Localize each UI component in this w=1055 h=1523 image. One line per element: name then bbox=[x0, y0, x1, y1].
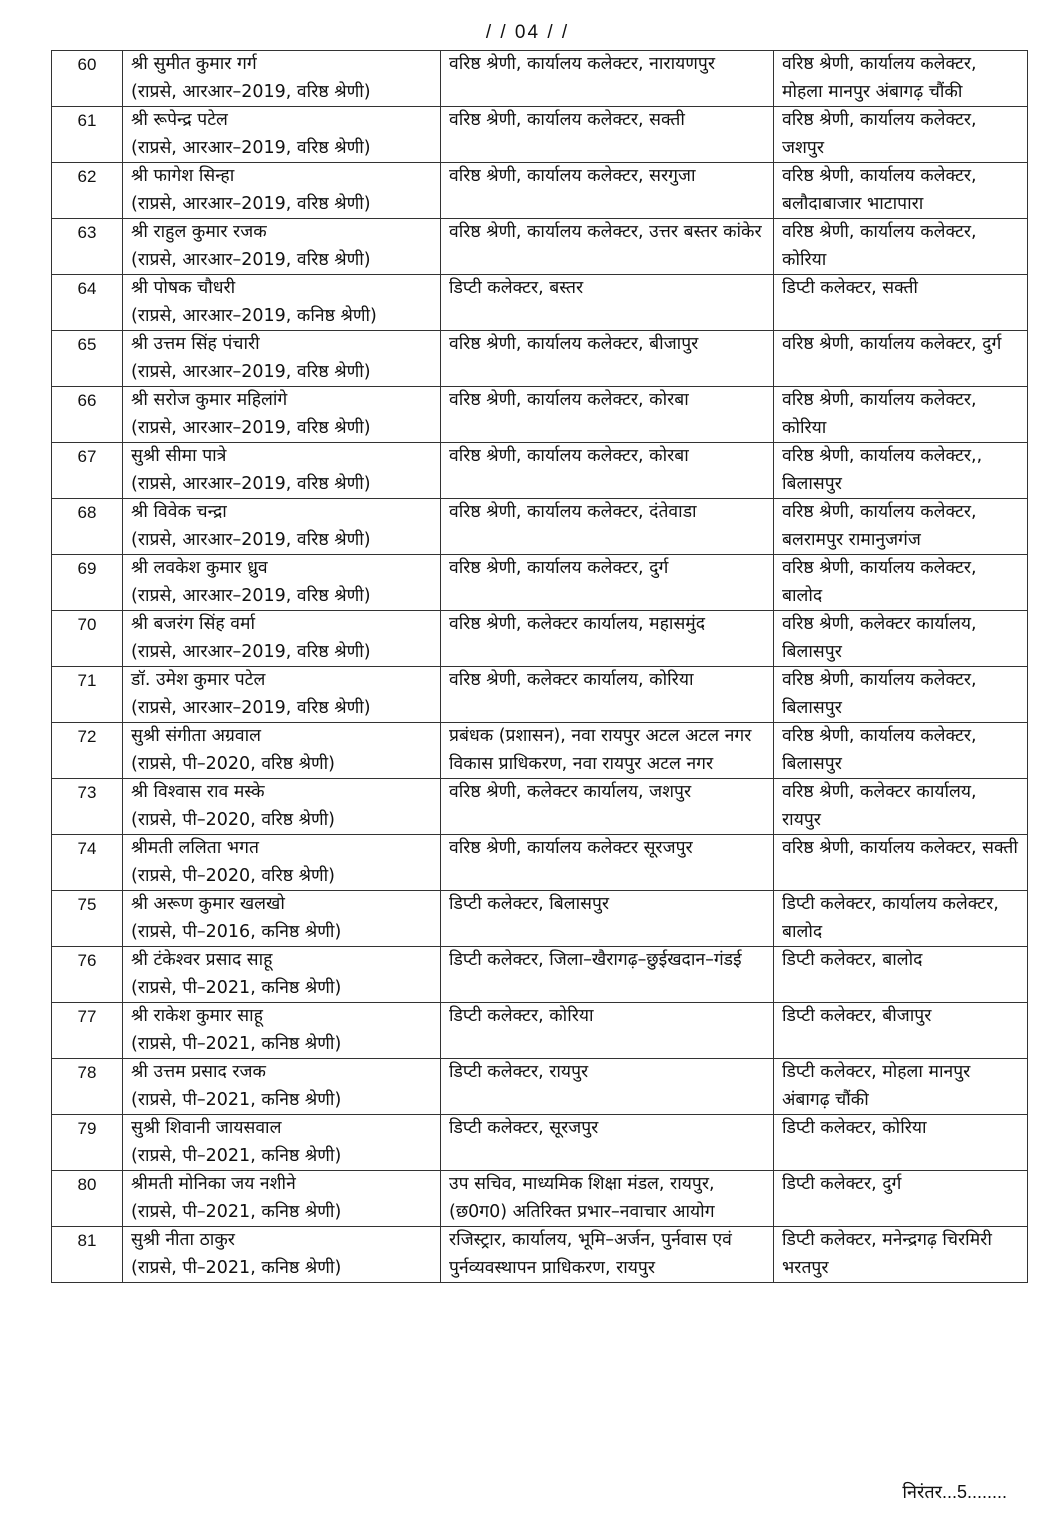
officer-cell bbox=[123, 835, 441, 891]
officer-name: श्री अरूण कुमार खलखो bbox=[131, 894, 285, 914]
table-row bbox=[52, 611, 1028, 667]
officer-service-details: (राप्रसे, आरआर–2019, वरिष्ठ श्रेणी) bbox=[131, 641, 371, 662]
table-row bbox=[52, 1227, 1028, 1283]
current-posting-cell: वरिष्ठ श्रेणी, कलेक्टर कार्यालय, महासमुंद bbox=[441, 611, 774, 667]
transfer-table bbox=[51, 50, 1028, 1283]
current-posting-cell: डिप्टी कलेक्टर, जिला–खैरागढ़–छुईखदान–गंडई bbox=[441, 947, 774, 1003]
officer-cell bbox=[123, 555, 441, 611]
officer-service-details: (राप्रसे, आरआर–2019, कनिष्ठ श्रेणी) bbox=[131, 305, 377, 326]
table-row bbox=[52, 835, 1028, 891]
serial-number-cell: 64 bbox=[52, 275, 123, 331]
serial-number-cell: 62 bbox=[52, 163, 123, 219]
officer-service-details: (राप्रसे, पी–2020, वरिष्ठ श्रेणी) bbox=[131, 809, 336, 830]
officer-cell bbox=[123, 1003, 441, 1059]
officer-service-details: (राप्रसे, आरआर–2019, वरिष्ठ श्रेणी) bbox=[131, 249, 371, 270]
table-row bbox=[52, 107, 1028, 163]
officer-cell bbox=[123, 1115, 441, 1171]
officer-cell bbox=[123, 51, 441, 107]
new-posting-cell: वरिष्ठ श्रेणी, कार्यालय कलेक्टर, मोहला मानपुर अंबागढ़ चौंकी bbox=[774, 51, 1028, 107]
officer-name: श्री पोषक चौधरी bbox=[131, 278, 236, 298]
officer-cell bbox=[123, 331, 441, 387]
officer-cell bbox=[123, 219, 441, 275]
serial-number-cell: 75 bbox=[52, 891, 123, 947]
current-posting-cell: वरिष्ठ श्रेणी, कार्यालय कलेक्टर, कोरबा bbox=[441, 443, 774, 499]
current-posting-cell: वरिष्ठ श्रेणी, कार्यालय कलेक्टर सूरजपुर bbox=[441, 835, 774, 891]
current-posting-cell: वरिष्ठ श्रेणी, कार्यालय कलेक्टर, बीजापुर bbox=[441, 331, 774, 387]
current-posting-cell: वरिष्ठ श्रेणी, कार्यालय कलेक्टर, दुर्ग bbox=[441, 555, 774, 611]
table-row bbox=[52, 723, 1028, 779]
new-posting-cell: वरिष्ठ श्रेणी, कार्यालय कलेक्टर, बिलासपुर bbox=[774, 667, 1028, 723]
serial-number-cell: 81 bbox=[52, 1227, 123, 1283]
serial-number-cell: 77 bbox=[52, 1003, 123, 1059]
officer-service-details: (राप्रसे, आरआर–2019, वरिष्ठ श्रेणी) bbox=[131, 585, 371, 606]
officer-cell bbox=[123, 723, 441, 779]
current-posting-cell: डिप्टी कलेक्टर, कोरिया bbox=[441, 1003, 774, 1059]
officer-service-details: (राप्रसे, पी–2021, कनिष्ठ श्रेणी) bbox=[131, 1257, 342, 1278]
officer-cell bbox=[123, 163, 441, 219]
serial-number-cell: 65 bbox=[52, 331, 123, 387]
serial-number-cell: 66 bbox=[52, 387, 123, 443]
current-posting-cell: रजिस्ट्रार, कार्यालय, भूमि–अर्जन, पुर्नवास एवं पुर्नव्यवस्थापन प्राधिकरण, रायपुर bbox=[441, 1227, 774, 1283]
officer-service-details: (राप्रसे, आरआर–2019, वरिष्ठ श्रेणी) bbox=[131, 417, 371, 438]
officer-name: श्री राकेश कुमार साहू bbox=[131, 1006, 263, 1026]
officer-name: श्री रूपेन्द्र पटेल bbox=[131, 110, 228, 130]
officer-name: श्री सुमीत कुमार गर्ग bbox=[131, 54, 257, 74]
new-posting-cell: वरिष्ठ श्रेणी, कार्यालय कलेक्टर, दुर्ग bbox=[774, 331, 1028, 387]
new-posting-cell: वरिष्ठ श्रेणी, कार्यालय कलेक्टर, बिलासपुर bbox=[774, 723, 1028, 779]
table-row bbox=[52, 275, 1028, 331]
continued-note: निरंतर...5........ bbox=[902, 1482, 1007, 1502]
current-posting-cell: डिप्टी कलेक्टर, बिलासपुर bbox=[441, 891, 774, 947]
officer-service-details: (राप्रसे, आरआर–2019, वरिष्ठ श्रेणी) bbox=[131, 529, 371, 550]
serial-number-cell: 80 bbox=[52, 1171, 123, 1227]
new-posting-cell: डिप्टी कलेक्टर, दुर्ग bbox=[774, 1171, 1028, 1227]
officer-cell bbox=[123, 387, 441, 443]
officer-cell bbox=[123, 499, 441, 555]
new-posting-cell: वरिष्ठ श्रेणी, कार्यालय कलेक्टर, कोरिया bbox=[774, 387, 1028, 443]
serial-number-cell: 74 bbox=[52, 835, 123, 891]
new-posting-cell: डिप्टी कलेक्टर, सक्ती bbox=[774, 275, 1028, 331]
officer-cell bbox=[123, 443, 441, 499]
new-posting-cell: वरिष्ठ श्रेणी, कलेक्टर कार्यालय, रायपुर bbox=[774, 779, 1028, 835]
table-row bbox=[52, 891, 1028, 947]
new-posting-cell: वरिष्ठ श्रेणी, कार्यालय कलेक्टर, जशपुर bbox=[774, 107, 1028, 163]
serial-number-cell: 68 bbox=[52, 499, 123, 555]
new-posting-cell: वरिष्ठ श्रेणी, कार्यालय कलेक्टर,, बिलासपुर bbox=[774, 443, 1028, 499]
serial-number-cell: 70 bbox=[52, 611, 123, 667]
current-posting-cell: वरिष्ठ श्रेणी, कार्यालय कलेक्टर, सरगुजा bbox=[441, 163, 774, 219]
current-posting-cell: वरिष्ठ श्रेणी, कार्यालय कलेक्टर, नारायणपुर bbox=[441, 51, 774, 107]
officer-cell bbox=[123, 611, 441, 667]
officer-cell bbox=[123, 1227, 441, 1283]
new-posting-cell: डिप्टी कलेक्टर, कार्यालय कलेक्टर, बालोद bbox=[774, 891, 1028, 947]
officer-cell bbox=[123, 891, 441, 947]
current-posting-cell: डिप्टी कलेक्टर, रायपुर bbox=[441, 1059, 774, 1115]
table-row bbox=[52, 1115, 1028, 1171]
new-posting-cell: वरिष्ठ श्रेणी, कार्यालय कलेक्टर, सक्ती bbox=[774, 835, 1028, 891]
table-row bbox=[52, 51, 1028, 107]
table-row bbox=[52, 1171, 1028, 1227]
officer-service-details: (राप्रसे, पी–2021, कनिष्ठ श्रेणी) bbox=[131, 1089, 342, 1110]
serial-number-cell: 72 bbox=[52, 723, 123, 779]
officer-cell bbox=[123, 1171, 441, 1227]
current-posting-cell: वरिष्ठ श्रेणी, कलेक्टर कार्यालय, जशपुर bbox=[441, 779, 774, 835]
table-row bbox=[52, 499, 1028, 555]
table-row bbox=[52, 163, 1028, 219]
officer-name: श्री राहुल कुमार रजक bbox=[131, 222, 267, 242]
table-row bbox=[52, 1003, 1028, 1059]
officer-service-details: (राप्रसे, आरआर–2019, वरिष्ठ श्रेणी) bbox=[131, 137, 371, 158]
officer-service-details: (राप्रसे, पी–2020, वरिष्ठ श्रेणी) bbox=[131, 865, 336, 886]
officer-name: श्री बजरंग सिंह वर्मा bbox=[131, 614, 255, 634]
table-row bbox=[52, 947, 1028, 1003]
officer-name: सुश्री संगीता अग्रवाल bbox=[131, 726, 261, 746]
officer-service-details: (राप्रसे, आरआर–2019, वरिष्ठ श्रेणी) bbox=[131, 361, 371, 382]
table-row bbox=[52, 667, 1028, 723]
current-posting-cell: उप सचिव, माध्यमिक शिक्षा मंडल, रायपुर, (छ0ग0) अतिरिक्त प्रभार–नवाचार आयोग bbox=[441, 1171, 774, 1227]
table-row bbox=[52, 779, 1028, 835]
officer-cell bbox=[123, 275, 441, 331]
officer-name: सुश्री शिवानी जायसवाल bbox=[131, 1118, 282, 1138]
table-row bbox=[52, 1059, 1028, 1115]
officer-name: श्री उत्तम प्रसाद रजक bbox=[131, 1062, 266, 1082]
officer-name: डॉ. उमेश कुमार पटेल bbox=[131, 670, 266, 690]
table-row bbox=[52, 443, 1028, 499]
officer-service-details: (राप्रसे, पी–2020, वरिष्ठ श्रेणी) bbox=[131, 753, 336, 774]
officer-name: सुश्री नीता ठाकुर bbox=[131, 1230, 235, 1250]
new-posting-cell: वरिष्ठ श्रेणी, कार्यालय कलेक्टर, बलौदाबाजार भाटापारा bbox=[774, 163, 1028, 219]
new-posting-cell: वरिष्ठ श्रेणी, कार्यालय कलेक्टर, बलरामपुर रामानुजगंज bbox=[774, 499, 1028, 555]
serial-number-cell: 63 bbox=[52, 219, 123, 275]
current-posting-cell: डिप्टी कलेक्टर, सूरजपुर bbox=[441, 1115, 774, 1171]
officer-service-details: (राप्रसे, आरआर–2019, वरिष्ठ श्रेणी) bbox=[131, 81, 371, 102]
officer-name: श्री उत्तम सिंह पंचारी bbox=[131, 334, 260, 354]
serial-number-cell: 79 bbox=[52, 1115, 123, 1171]
officer-cell bbox=[123, 1059, 441, 1115]
officer-name: श्री टंकेश्वर प्रसाद साहू bbox=[131, 950, 273, 970]
officer-service-details: (राप्रसे, आरआर–2019, वरिष्ठ श्रेणी) bbox=[131, 473, 371, 494]
officer-service-details: (राप्रसे, पी–2016, कनिष्ठ श्रेणी) bbox=[131, 921, 342, 942]
serial-number-cell: 69 bbox=[52, 555, 123, 611]
current-posting-cell: वरिष्ठ श्रेणी, कार्यालय कलेक्टर, कोरबा bbox=[441, 387, 774, 443]
serial-number-cell: 78 bbox=[52, 1059, 123, 1115]
officer-service-details: (राप्रसे, पी–2021, कनिष्ठ श्रेणी) bbox=[131, 977, 342, 998]
current-posting-cell: वरिष्ठ श्रेणी, कार्यालय कलेक्टर, सक्ती bbox=[441, 107, 774, 163]
officer-service-details: (राप्रसे, पी–2021, कनिष्ठ श्रेणी) bbox=[131, 1033, 342, 1054]
officer-cell bbox=[123, 779, 441, 835]
current-posting-cell: वरिष्ठ श्रेणी, कलेक्टर कार्यालय, कोरिया bbox=[441, 667, 774, 723]
new-posting-cell: वरिष्ठ श्रेणी, कलेक्टर कार्यालय, बिलासपुर bbox=[774, 611, 1028, 667]
table-row bbox=[52, 219, 1028, 275]
serial-number-cell: 71 bbox=[52, 667, 123, 723]
officer-name: श्रीमती मोनिका जय नशीने bbox=[131, 1174, 296, 1194]
current-posting-cell: वरिष्ठ श्रेणी, कार्यालय कलेक्टर, उत्तर बस्तर कांकेर bbox=[441, 219, 774, 275]
new-posting-cell: डिप्टी कलेक्टर, मोहला मानपुर अंबागढ़ चौंकी bbox=[774, 1059, 1028, 1115]
table-row bbox=[52, 555, 1028, 611]
current-posting-cell: वरिष्ठ श्रेणी, कार्यालय कलेक्टर, दंतेवाडा bbox=[441, 499, 774, 555]
officer-cell bbox=[123, 667, 441, 723]
officer-name: श्री विश्वास राव मस्के bbox=[131, 782, 265, 802]
officer-service-details: (राप्रसे, आरआर–2019, वरिष्ठ श्रेणी) bbox=[131, 193, 371, 214]
new-posting-cell: डिप्टी कलेक्टर, बालोद bbox=[774, 947, 1028, 1003]
page-number: / / 04 / / bbox=[485, 22, 570, 43]
new-posting-cell: डिप्टी कलेक्टर, मनेन्द्रगढ़ चिरमिरी भरतपुर bbox=[774, 1227, 1028, 1283]
officer-name: श्री सरोज कुमार महिलांगे bbox=[131, 390, 288, 410]
officer-name: श्रीमती ललिता भगत bbox=[131, 838, 259, 858]
current-posting-cell: डिप्टी कलेक्टर, बस्तर bbox=[441, 275, 774, 331]
serial-number-cell: 60 bbox=[52, 51, 123, 107]
officer-name: श्री फागेश सिन्हा bbox=[131, 166, 235, 186]
current-posting-cell: प्रबंधक (प्रशासन), नवा रायपुर अटल अटल नगर विकास प्राधिकरण, नवा रायपुर अटल नगर bbox=[441, 723, 774, 779]
officer-name: श्री विवेक चन्द्रा bbox=[131, 502, 227, 522]
officer-cell bbox=[123, 947, 441, 1003]
officer-service-details: (राप्रसे, पी–2021, कनिष्ठ श्रेणी) bbox=[131, 1201, 342, 1222]
table-row bbox=[52, 387, 1028, 443]
officer-name: सुश्री सीमा पात्रे bbox=[131, 446, 227, 466]
officer-name: श्री लवकेश कुमार ध्रुव bbox=[131, 558, 268, 578]
serial-number-cell: 67 bbox=[52, 443, 123, 499]
new-posting-cell: डिप्टी कलेक्टर, बीजापुर bbox=[774, 1003, 1028, 1059]
officer-cell bbox=[123, 107, 441, 163]
serial-number-cell: 61 bbox=[52, 107, 123, 163]
new-posting-cell: वरिष्ठ श्रेणी, कार्यालय कलेक्टर, बालोद bbox=[774, 555, 1028, 611]
table-body bbox=[52, 51, 1028, 1283]
new-posting-cell: वरिष्ठ श्रेणी, कार्यालय कलेक्टर, कोरिया bbox=[774, 219, 1028, 275]
officer-service-details: (राप्रसे, पी–2021, कनिष्ठ श्रेणी) bbox=[131, 1145, 342, 1166]
table-row bbox=[52, 331, 1028, 387]
new-posting-cell: डिप्टी कलेक्टर, कोरिया bbox=[774, 1115, 1028, 1171]
officer-service-details: (राप्रसे, आरआर–2019, वरिष्ठ श्रेणी) bbox=[131, 697, 371, 718]
serial-number-cell: 73 bbox=[52, 779, 123, 835]
serial-number-cell: 76 bbox=[52, 947, 123, 1003]
